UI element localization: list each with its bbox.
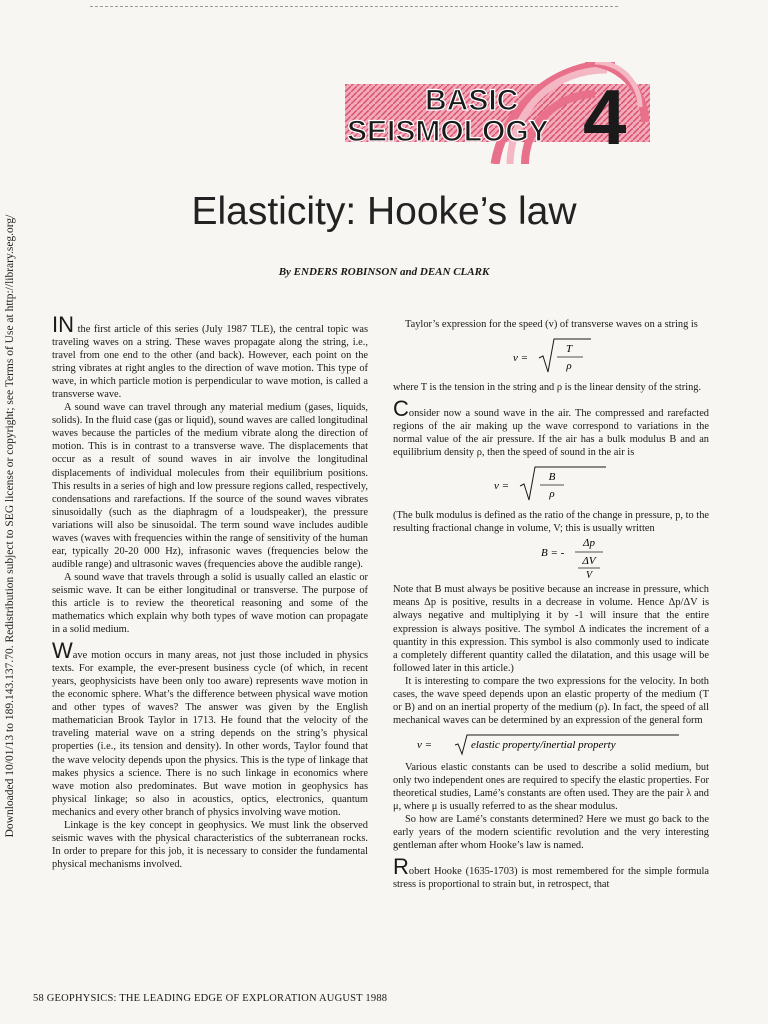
paragraph: A sound wave can travel through any material medium (gases, liquids, solids). In the fluid case (gas or liquid), sound waves are called longitudinal waves because the particles of the medium vibrate along the direction of motion. This is in contrast to a transverse wave. The displacements that occur as a result of sound waves in air involve the longitudinal displacements of individual molecules from their equilibrium positions. This results in a series of high and low pressure regions called, respectively, condensations and rarefactions. If the source of the sound waves vibrates sinusoidally (such as the diaphragm of a loudspeaker), the pressure variations will also be sinusoidal. The term sound wave includes audible waves (waves with frequencies within the range of sensitivity of the human ear, typically 20-20 000 Hz), infrasonic waves (frequencies below the audible range) and ultrasonic waves (frequencies above the audible range). bbox=[52, 402, 368, 570]
svg-text:v =: v = bbox=[513, 352, 529, 365]
svg-text:T: T bbox=[565, 343, 573, 356]
paragraph: Consider now a sound wave in the air. The compressed and rarefacted regions of the air making up the wave correspond to variations in the normal value of the air pressure. If the air has a bulk modulus B and an equilibrium density ρ, then the speed of sound in the air is bbox=[393, 396, 709, 459]
svg-text:B = -: B = - bbox=[541, 547, 565, 560]
drop-cap: W bbox=[52, 638, 73, 664]
svg-text:v =: v = bbox=[494, 480, 510, 493]
paragraph: So how are Lamé’s constants determined? Here we must go back to the early years of the modern scientific revolution and the very interesting gentleman after whom Hooke’s law is named. bbox=[393, 814, 709, 852]
svg-text:v =: v = bbox=[417, 738, 433, 751]
svg-text:ρ: ρ bbox=[566, 360, 572, 373]
equation-taylor bbox=[393, 336, 709, 376]
drop-cap: C bbox=[393, 396, 409, 422]
paragraph: Robert Hooke (1635-1703) is most remembered for the simple formula stress is proportional to strain but, in retrospect, that bbox=[393, 854, 709, 891]
paragraph: Linkage is the key concept in geophysics. We must link the observed seismic waves with the physical characteristics of the subterranean rocks. In order to prepare for this job, it is necessary to consider the fundamental physical mechanisms involved. bbox=[52, 819, 368, 870]
paragraph: IN the first article of this series (July 1987 TLE), the central topic was traveling waves on a string. These waves propagate along the string, i.e., travel from one end to the other (and back). However, each point on the string vibrates at right angles to the direction of wave motion. This type of wave, in which particle motion is perpendicular to wave motion, is called a transverse wave. bbox=[52, 312, 368, 401]
byline: By ENDERS ROBINSON and DEAN CLARK bbox=[278, 266, 490, 278]
svg-text:Δp: Δp bbox=[583, 537, 595, 550]
top-rule bbox=[90, 6, 618, 7]
drop-cap: IN bbox=[52, 312, 74, 337]
article-title: Elasticity: Hooke’s law bbox=[191, 190, 577, 233]
paragraph: Taylor’s expression for the speed (v) of transverse waves on a string is bbox=[405, 319, 698, 330]
equation-sound-speed bbox=[393, 464, 709, 504]
banner-line1: BASIC bbox=[425, 84, 519, 117]
download-notice-text: Downloaded 10/01/13 to 189.143.137.70. Redistribution subject to SEG license or copyright; see Terms of Use at http://library.seg.org/ bbox=[4, 214, 16, 838]
banner-number: 4 bbox=[583, 73, 627, 161]
download-notice bbox=[0, 150, 20, 910]
paragraph: A sound wave that travels through a solid is usually called an elastic or seismic wave. It can be either longitudinal or transverse. The purpose of this article is to review the theoretical reasoning and some of the mathematics which explain why both types of wave motion can propagate in a solid medium. bbox=[52, 571, 368, 636]
banner-line2: SEISMOLOGY bbox=[347, 115, 549, 148]
equation-bulk-modulus bbox=[453, 535, 709, 581]
paragraph: Note that B must always be positive because an increase in pressure, which means Δp is positive, results in a decrease in volume. Hence Δp/ΔV is always negative and multiplying it by -1 will insure that the entire expression is always positive. The symbol Δ indicates the increment of a quantity in this expression. This symbol is also commonly used to indicate a completely different quantity called the dilatation, and this usage will be followed later in this article.) bbox=[393, 584, 709, 674]
svg-text:V: V bbox=[585, 570, 593, 582]
paragraph: It is interesting to compare the two expressions for the velocity. In both cases, the wave speed depends upon an elastic property of the medium (T or B) and on an inertial property of the medium (ρ). In fact, the speed of all mechanical waves can be determined by an expression of the general form bbox=[393, 675, 709, 726]
equation-general-speed bbox=[393, 732, 709, 756]
drop-cap: R bbox=[393, 854, 409, 880]
left-column bbox=[52, 312, 368, 871]
paragraph: Various elastic constants can be used to describe a solid medium, but only two independent ones are required to specify the elastic properties. For theoretical studies, Lamé’s constants are often used. They are the pair λ and μ, where μ is usually referred to as the shear modulus. bbox=[393, 761, 709, 813]
series-banner bbox=[345, 62, 650, 164]
svg-text:ρ: ρ bbox=[549, 488, 555, 501]
paragraph: Wave motion occurs in many areas, not just those included in physics texts. For example, the ever-present business cycle (of which, in recent years, geophysicists have been only too aware) represents wave motion in the economic sphere. What’s the difference between physical wave motion and other types of waves? The answer was given by the English mathematician Brook Taylor in 1713. He found that the velocity of the traveling material wave on a string depends on the string’s physical properties (i.e., its tension and density). In other words, Taylor found that the wave velocity depends upon the physics. This is the type of linkage that makes physics a science. There is no such linkage in economics where wave motion also predominates. But wave motion in geophysics has physical linkage; so also in acoustics, optics, electronics, quantum mechanics and every other branch of physics involving wave motion. bbox=[52, 638, 368, 818]
paragraph: where T is the tension in the string and ρ is the linear density of the string. bbox=[393, 382, 702, 394]
svg-text:ΔV: ΔV bbox=[582, 555, 596, 568]
paragraph: (The bulk modulus is defined as the ratio of the change in pressure, p, to the resulting fractional change in volume, V; this is usually written bbox=[393, 510, 709, 535]
svg-text:elastic property/inertial prop: elastic property/inertial property bbox=[471, 738, 616, 751]
svg-text:B: B bbox=[548, 471, 556, 484]
page-footer: 58 GEOPHYSICS: THE LEADING EDGE OF EXPLORATION AUGUST 1988 bbox=[33, 993, 388, 1004]
right-column bbox=[393, 318, 709, 891]
